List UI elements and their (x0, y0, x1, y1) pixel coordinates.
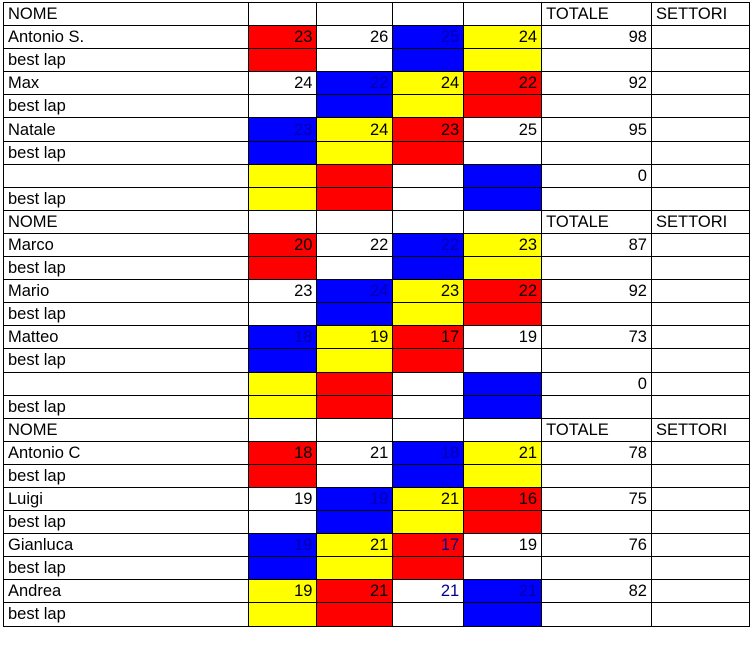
driver-name: Marco (4, 233, 249, 256)
best-lap-sector-cell (317, 303, 393, 326)
total-cell: 0 (542, 372, 652, 395)
sector-time-cell (393, 164, 464, 187)
sector-time-cell: 23 (393, 118, 464, 141)
sector-time-cell: 21 (464, 580, 542, 603)
best-lap-sector-cell (464, 395, 542, 418)
best-lap-row (4, 187, 750, 210)
sector-time-cell: 22 (464, 280, 542, 303)
best-lap-total-cell (542, 464, 652, 487)
header-empty-cell (248, 3, 317, 26)
header-row (4, 210, 750, 233)
driver-row (4, 72, 750, 95)
best-lap-sector-cell (464, 303, 542, 326)
sector-time-cell: 23 (464, 233, 542, 256)
settori-cell (651, 164, 749, 187)
driver-name (4, 164, 249, 187)
sector-time-cell (248, 372, 317, 395)
best-lap-sector-cell (464, 464, 542, 487)
best-lap-sector-cell (393, 141, 464, 164)
header-empty-cell (464, 418, 542, 441)
sector-time-cell: 17 (393, 326, 464, 349)
best-lap-sector-cell (317, 557, 393, 580)
sector-time-cell: 18 (393, 441, 464, 464)
sector-time-cell: 26 (317, 26, 393, 49)
sector-time-cell: 23 (248, 118, 317, 141)
driver-row (4, 441, 750, 464)
sector-time-cell: 22 (317, 72, 393, 95)
best-lap-total-cell (542, 49, 652, 72)
best-lap-sector-cell (393, 257, 464, 280)
best-lap-settori-cell (651, 95, 749, 118)
total-cell: 78 (542, 441, 652, 464)
best-lap-sector-cell (464, 349, 542, 372)
sector-time-cell: 25 (393, 26, 464, 49)
best-lap-sector-cell (464, 511, 542, 534)
best-lap-settori-cell (651, 557, 749, 580)
best-lap-sector-cell (464, 603, 542, 626)
best-lap-sector-cell (248, 557, 317, 580)
driver-name: Antonio C (4, 441, 249, 464)
best-lap-sector-cell (393, 603, 464, 626)
best-lap-settori-cell (651, 464, 749, 487)
driver-row (4, 280, 750, 303)
best-lap-sector-cell (393, 349, 464, 372)
best-lap-settori-cell (651, 511, 749, 534)
settori-cell (651, 233, 749, 256)
best-lap-total-cell (542, 141, 652, 164)
best-lap-sector-cell (317, 257, 393, 280)
total-cell: 76 (542, 534, 652, 557)
driver-row (4, 580, 750, 603)
sector-time-cell: 21 (393, 580, 464, 603)
sector-time-cell: 22 (464, 72, 542, 95)
best-lap-label: best lap (4, 303, 249, 326)
best-lap-row (4, 303, 750, 326)
driver-row (4, 534, 750, 557)
settori-cell (651, 326, 749, 349)
sector-time-cell: 21 (464, 441, 542, 464)
driver-name (4, 372, 249, 395)
best-lap-label: best lap (4, 257, 249, 280)
header-totale: TOTALE (542, 210, 652, 233)
best-lap-total-cell (542, 557, 652, 580)
header-row (4, 418, 750, 441)
header-name: NOME (4, 3, 249, 26)
header-empty-cell (248, 210, 317, 233)
driver-row (4, 164, 750, 187)
driver-row (4, 487, 750, 510)
driver-row (4, 326, 750, 349)
best-lap-sector-cell (248, 49, 317, 72)
best-lap-sector-cell (393, 395, 464, 418)
settori-cell (651, 118, 749, 141)
sector-time-cell: 19 (464, 326, 542, 349)
total-cell: 92 (542, 280, 652, 303)
header-settori: SETTORI (651, 210, 749, 233)
driver-row (4, 233, 750, 256)
sector-time-cell: 24 (248, 72, 317, 95)
total-cell: 73 (542, 326, 652, 349)
best-lap-label: best lap (4, 395, 249, 418)
best-lap-total-cell (542, 95, 652, 118)
best-lap-row (4, 603, 750, 626)
best-lap-sector-cell (464, 187, 542, 210)
sector-time-cell (248, 164, 317, 187)
best-lap-row (4, 49, 750, 72)
sector-time-cell: 20 (248, 233, 317, 256)
header-name: NOME (4, 418, 249, 441)
best-lap-sector-cell (248, 303, 317, 326)
lap-times-table (3, 2, 750, 627)
best-lap-row (4, 95, 750, 118)
best-lap-row (4, 257, 750, 280)
best-lap-sector-cell (317, 349, 393, 372)
sector-time-cell: 19 (248, 534, 317, 557)
sector-time-cell: 24 (464, 26, 542, 49)
driver-name: Antonio S. (4, 26, 249, 49)
header-settori: SETTORI (651, 3, 749, 26)
best-lap-row (4, 141, 750, 164)
sector-time-cell: 22 (317, 233, 393, 256)
best-lap-sector-cell (248, 603, 317, 626)
best-lap-sector-cell (248, 187, 317, 210)
sector-time-cell: 17 (393, 534, 464, 557)
best-lap-sector-cell (248, 141, 317, 164)
best-lap-label: best lap (4, 464, 249, 487)
sector-time-cell: 21 (393, 487, 464, 510)
best-lap-sector-cell (317, 49, 393, 72)
best-lap-settori-cell (651, 187, 749, 210)
sector-time-cell: 24 (317, 118, 393, 141)
best-lap-sector-cell (393, 511, 464, 534)
best-lap-total-cell (542, 511, 652, 534)
best-lap-label: best lap (4, 511, 249, 534)
header-empty-cell (393, 3, 464, 26)
best-lap-row (4, 395, 750, 418)
settori-cell (651, 487, 749, 510)
best-lap-row (4, 464, 750, 487)
sector-time-cell: 24 (317, 280, 393, 303)
best-lap-sector-cell (248, 464, 317, 487)
sector-time-cell: 18 (248, 326, 317, 349)
best-lap-total-cell (542, 395, 652, 418)
best-lap-sector-cell (248, 349, 317, 372)
best-lap-settori-cell (651, 303, 749, 326)
best-lap-sector-cell (393, 464, 464, 487)
best-lap-label: best lap (4, 349, 249, 372)
best-lap-settori-cell (651, 349, 749, 372)
sector-time-cell (464, 164, 542, 187)
best-lap-sector-cell (464, 95, 542, 118)
driver-name: Luigi (4, 487, 249, 510)
best-lap-sector-cell (317, 603, 393, 626)
best-lap-sector-cell (317, 95, 393, 118)
settori-cell (651, 72, 749, 95)
sector-time-cell (317, 164, 393, 187)
sector-time-cell: 19 (317, 326, 393, 349)
best-lap-sector-cell (393, 557, 464, 580)
settori-cell (651, 580, 749, 603)
header-empty-cell (393, 210, 464, 233)
best-lap-settori-cell (651, 49, 749, 72)
best-lap-label: best lap (4, 49, 249, 72)
driver-name: Andrea (4, 580, 249, 603)
settori-cell (651, 26, 749, 49)
best-lap-row (4, 511, 750, 534)
best-lap-sector-cell (317, 187, 393, 210)
header-empty-cell (317, 210, 393, 233)
driver-row (4, 26, 750, 49)
sector-time-cell: 22 (393, 233, 464, 256)
sector-time-cell: 25 (464, 118, 542, 141)
best-lap-sector-cell (317, 511, 393, 534)
best-lap-label: best lap (4, 187, 249, 210)
header-row (4, 3, 750, 26)
header-empty-cell (317, 3, 393, 26)
best-lap-sector-cell (248, 257, 317, 280)
best-lap-total-cell (542, 349, 652, 372)
total-cell: 75 (542, 487, 652, 510)
total-cell: 92 (542, 72, 652, 95)
header-empty-cell (248, 418, 317, 441)
best-lap-settori-cell (651, 257, 749, 280)
best-lap-sector-cell (393, 95, 464, 118)
header-empty-cell (464, 210, 542, 233)
best-lap-settori-cell (651, 141, 749, 164)
driver-row (4, 118, 750, 141)
sector-time-cell: 24 (393, 72, 464, 95)
best-lap-sector-cell (393, 187, 464, 210)
sector-time-cell: 21 (317, 441, 393, 464)
sector-time-cell (393, 372, 464, 395)
header-empty-cell (393, 418, 464, 441)
table-body (4, 3, 750, 627)
best-lap-sector-cell (317, 464, 393, 487)
sector-time-cell (464, 372, 542, 395)
header-empty-cell (317, 418, 393, 441)
total-cell: 82 (542, 580, 652, 603)
best-lap-row (4, 349, 750, 372)
header-settori: SETTORI (651, 418, 749, 441)
driver-name: Natale (4, 118, 249, 141)
best-lap-sector-cell (464, 257, 542, 280)
driver-name: Mario (4, 280, 249, 303)
best-lap-sector-cell (393, 49, 464, 72)
best-lap-row (4, 557, 750, 580)
best-lap-label: best lap (4, 603, 249, 626)
sector-time-cell: 21 (317, 580, 393, 603)
best-lap-sector-cell (248, 511, 317, 534)
driver-name: Matteo (4, 326, 249, 349)
sector-time-cell: 18 (248, 441, 317, 464)
sector-time-cell: 23 (248, 26, 317, 49)
sector-time-cell: 19 (248, 487, 317, 510)
best-lap-sector-cell (248, 95, 317, 118)
best-lap-sector-cell (317, 141, 393, 164)
best-lap-settori-cell (651, 603, 749, 626)
best-lap-sector-cell (464, 141, 542, 164)
best-lap-total-cell (542, 257, 652, 280)
best-lap-label: best lap (4, 557, 249, 580)
sector-time-cell: 16 (464, 487, 542, 510)
best-lap-total-cell (542, 187, 652, 210)
best-lap-sector-cell (464, 557, 542, 580)
total-cell: 95 (542, 118, 652, 141)
driver-name: Max (4, 72, 249, 95)
best-lap-label: best lap (4, 95, 249, 118)
sector-time-cell: 19 (248, 580, 317, 603)
sector-time-cell: 23 (248, 280, 317, 303)
best-lap-total-cell (542, 303, 652, 326)
best-lap-sector-cell (464, 49, 542, 72)
settori-cell (651, 372, 749, 395)
best-lap-settori-cell (651, 395, 749, 418)
sector-time-cell: 19 (317, 487, 393, 510)
best-lap-label: best lap (4, 141, 249, 164)
header-empty-cell (464, 3, 542, 26)
best-lap-sector-cell (317, 395, 393, 418)
settori-cell (651, 441, 749, 464)
best-lap-sector-cell (393, 303, 464, 326)
sector-time-cell (317, 372, 393, 395)
header-name: NOME (4, 210, 249, 233)
total-cell: 0 (542, 164, 652, 187)
sector-time-cell: 23 (393, 280, 464, 303)
best-lap-total-cell (542, 603, 652, 626)
total-cell: 98 (542, 26, 652, 49)
sector-time-cell: 19 (464, 534, 542, 557)
header-totale: TOTALE (542, 418, 652, 441)
driver-row (4, 372, 750, 395)
settori-cell (651, 280, 749, 303)
settori-cell (651, 534, 749, 557)
driver-name: Gianluca (4, 534, 249, 557)
header-totale: TOTALE (542, 3, 652, 26)
best-lap-sector-cell (248, 395, 317, 418)
total-cell: 87 (542, 233, 652, 256)
sector-time-cell: 21 (317, 534, 393, 557)
